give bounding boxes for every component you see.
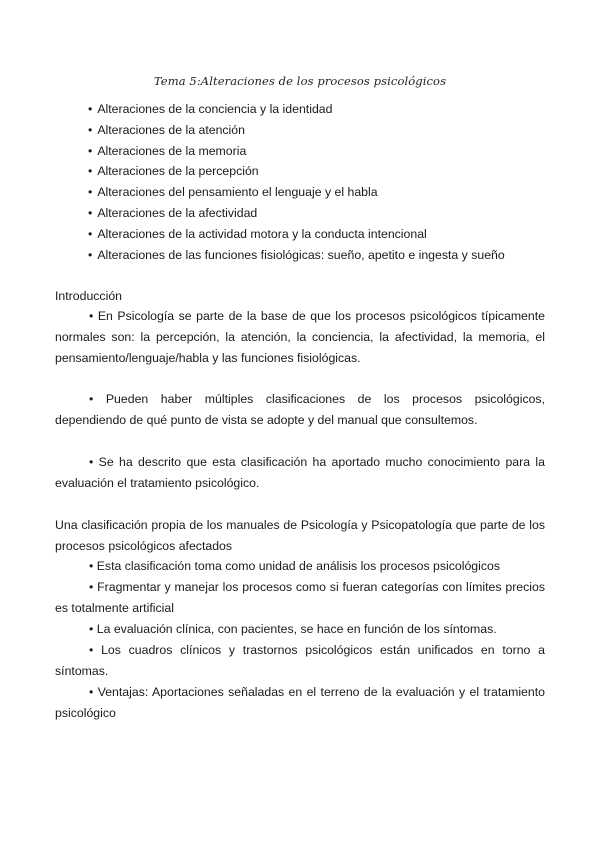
classification-bullet: • Esta clasificación toma como unidad de análisis los procesos psicológicos bbox=[55, 556, 545, 577]
topic-item: • Alteraciones de la afectividad bbox=[88, 203, 505, 224]
classification-bullet: • La evaluación clínica, con pacientes, se hace en función de los síntomas. bbox=[55, 619, 545, 640]
topic-item: • Alteraciones de las funciones fisiológicas: sueño, apetito e ingesta y sueño bbox=[88, 245, 505, 266]
classification-bullet: • Los cuadros clínicos y trastornos psicológicos están unificados en torno a síntomas. bbox=[55, 640, 545, 682]
topic-item: • Alteraciones de la atención bbox=[88, 120, 505, 141]
intro-bullet: • Pueden haber múltiples clasificaciones de los procesos psicológicos, dependiendo de qué punto de vista se adopte y del manual que consultemos. bbox=[55, 389, 545, 431]
intro-bullet: • En Psicología se parte de la base de que los procesos psicológicos típicamente normales son: la percepción, la atención, la conciencia, la afectividad, la memoria, el pensamiento/lenguaje/habla y las funciones fisiológicas. bbox=[55, 306, 545, 369]
intro-bullet: • Se ha descrito que esta clasificación ha aportado mucho conocimiento para la evaluación el tratamiento psicológico. bbox=[55, 452, 545, 494]
classification-bullet: • Fragmentar y manejar los procesos como si fueran categorías con límites precios es totalmente artificial bbox=[55, 577, 545, 619]
topic-item: • Alteraciones del pensamiento el lenguaje y el habla bbox=[88, 182, 505, 203]
classification-bullet: • Ventajas: Aportaciones señaladas en el terreno de la evaluación y el tratamiento psicológico bbox=[55, 682, 545, 724]
topic-item: • Alteraciones de la memoria bbox=[88, 141, 505, 162]
intro-heading: Introducción bbox=[55, 289, 122, 303]
topics-list bbox=[88, 99, 505, 265]
document-title: Tema 5:Alteraciones de los procesos psicológicos bbox=[153, 74, 447, 88]
topic-item: • Alteraciones de la percepción bbox=[88, 161, 505, 182]
topic-item: • Alteraciones de la actividad motora y la conducta intencional bbox=[88, 224, 505, 245]
topic-item: • Alteraciones de la conciencia y la identidad bbox=[88, 99, 505, 120]
classification-paragraph: Una clasificación propia de los manuales de Psicología y Psicopatología que parte de los procesos psicológicos afectados bbox=[55, 518, 545, 553]
